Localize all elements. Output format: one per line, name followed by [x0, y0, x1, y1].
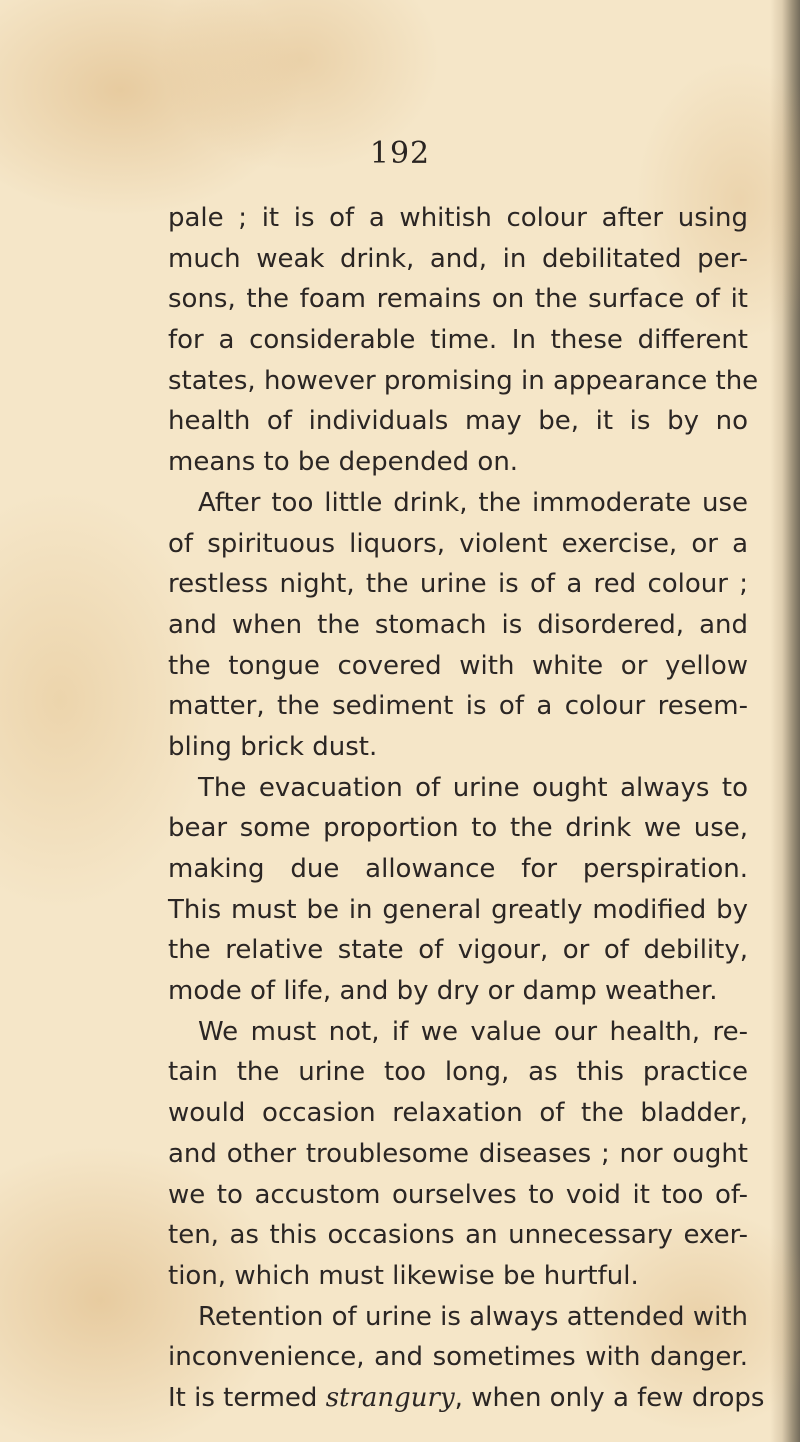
text-line: pale ; it is of a whitish colour after using — [168, 203, 748, 233]
body-text — [168, 198, 765, 1419]
text-line: for a considerable time. In these different — [168, 325, 748, 356]
text-line: Retention of urine is always attended with — [198, 1301, 748, 1332]
text-line: we to accustom ourselves to void it too of- — [168, 1179, 748, 1210]
text-line: the relative state of vigour, or of debility, — [168, 935, 748, 966]
text-line: and when the stomach is disordered, and — [168, 609, 748, 640]
text-line: much weak drink, and, in debilitated per- — [168, 243, 748, 274]
text-line: mode of life, and by dry or damp weather. — [168, 976, 718, 1007]
text-line: After too little drink, the immoderate use — [198, 487, 748, 518]
text-line: of spirituous liquors, violent exercise, or a — [168, 528, 748, 559]
text-line: It is termed strangury, when only a few drops — [168, 1382, 765, 1413]
text-line: the tongue covered with white or yellow — [168, 650, 748, 681]
text-line: sons, the foam remains on the surface of it — [168, 284, 748, 315]
text-line: health of individuals may be, it is by no — [168, 406, 748, 437]
text-line: We must not, if we value our health, re- — [198, 1016, 748, 1047]
text-line: tain the urine too long, as this practice — [168, 1057, 748, 1088]
text-line: bear some proportion to the drink we use, — [168, 813, 748, 844]
text-line: The evacuation of urine ought always to — [198, 772, 748, 803]
text-line: making due allowance for perspiration. — [168, 854, 748, 884]
italic-term: strangury — [325, 1382, 455, 1413]
text-line: and other troublesome diseases ; nor ought — [168, 1138, 748, 1169]
text-line: inconvenience, and sometimes with danger. — [168, 1342, 748, 1373]
text-line: matter, the sediment is of a colour resem- — [168, 691, 748, 722]
text-line: means to be depended on. — [168, 447, 519, 478]
page-number: 192 — [369, 136, 431, 171]
text-line: restless night, the urine is of a red colour ; — [168, 569, 748, 600]
text-line: tion, which must likewise be hurtful. — [168, 1260, 639, 1291]
text-line: ten, as this occasions an unnecessary exer- — [168, 1220, 748, 1251]
text-line: would occasion relaxation of the bladder, — [168, 1098, 748, 1129]
text-line: This must be in general greatly modified by — [168, 894, 748, 925]
text-line: states, however promising in appearance the — [168, 365, 759, 396]
text-line: bling brick dust. — [168, 731, 378, 762]
